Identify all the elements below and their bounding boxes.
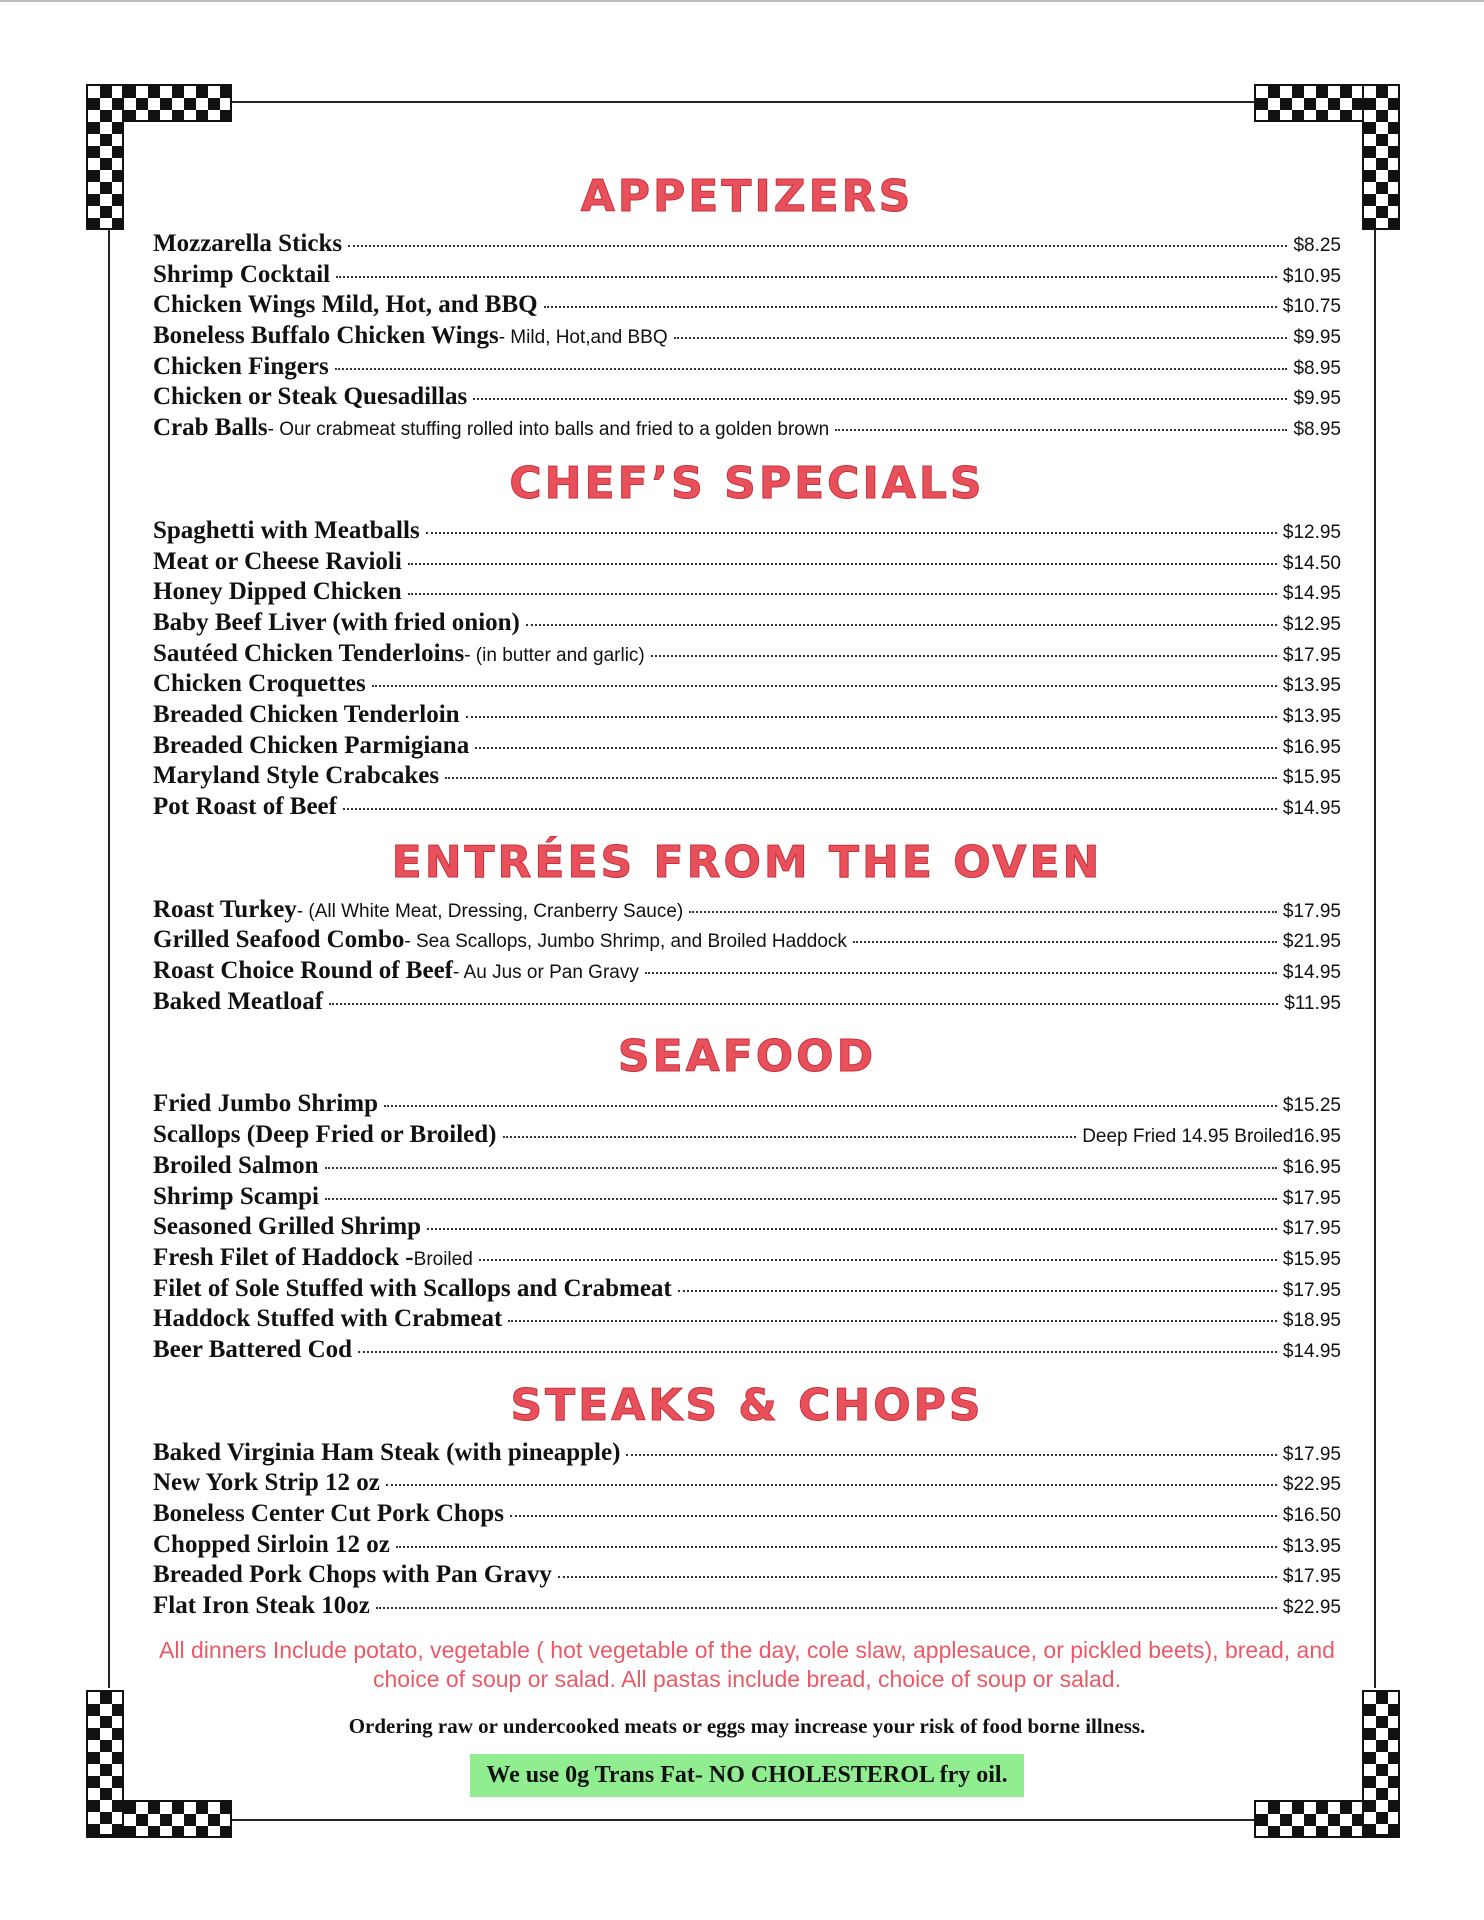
dotted-leader — [479, 1259, 1277, 1261]
menu-item-price: $8.95 — [1293, 357, 1341, 379]
menu-item — [153, 609, 1341, 640]
menu-item-price: $8.95 — [1293, 419, 1341, 441]
menu-item — [153, 988, 1341, 1019]
scan-edge — [0, 0, 1484, 2]
menu-item-description: - Our crabmeat stuffing rolled into balls and fried to a golden brown — [267, 419, 830, 441]
menu-item — [153, 957, 1341, 988]
menu-item-price: $8.25 — [1293, 235, 1341, 256]
dotted-leader — [526, 624, 1277, 626]
frame-line-right — [1374, 228, 1376, 1688]
menu-item-name: Sautéed Chicken Tenderloins — [153, 639, 465, 667]
dotted-leader — [376, 1607, 1277, 1609]
menu-item-price: $17.95 — [1282, 1443, 1341, 1465]
menu-item-price: $17.95 — [1282, 900, 1341, 922]
dotted-leader — [835, 429, 1287, 431]
frame-line-left — [108, 228, 110, 1688]
menu-item-name: Maryland Style Crabcakes — [153, 762, 440, 790]
dotted-leader — [384, 1105, 1277, 1107]
menu-item — [153, 1592, 1341, 1623]
menu-item-price: $16.50 — [1282, 1505, 1341, 1526]
menu-item — [153, 1561, 1341, 1592]
dotted-leader — [408, 563, 1277, 565]
menu-item — [153, 1500, 1341, 1531]
dotted-leader — [503, 1136, 1077, 1138]
dotted-leader — [325, 1198, 1277, 1200]
menu-item — [153, 701, 1341, 732]
dotted-leader — [348, 245, 1287, 247]
menu-item-name: Chicken Croquettes — [153, 670, 366, 698]
section-title-appetizers: APPETIZERS — [580, 171, 914, 222]
menu-item-name: Shrimp Scampi — [153, 1182, 320, 1210]
trans-fat-badge: We use 0g Trans Fat- NO CHOLESTEROL fry oil. — [470, 1754, 1023, 1797]
menu-item-price: $14.95 — [1282, 798, 1341, 819]
menu-item — [153, 322, 1341, 353]
menu-item — [153, 1152, 1341, 1183]
dotted-leader — [626, 1454, 1276, 1456]
menu-item-price: $12.95 — [1282, 521, 1341, 543]
menu-item-name: Haddock Stuffed with Crabmeat — [153, 1305, 503, 1333]
menu-item-price: $11.95 — [1284, 992, 1341, 1014]
section-title-entrees: ENTRÉES FROM THE OVEN — [391, 836, 1103, 888]
menu-item — [153, 793, 1341, 824]
menu-item-name: Baked Virginia Ham Steak (with pineapple) — [153, 1438, 621, 1466]
dotted-leader — [510, 1515, 1277, 1517]
menu-item-name: Roast Choice Round of Beef — [153, 957, 453, 985]
dotted-leader — [544, 306, 1277, 308]
menu-item-name: Seasoned Grilled Shrimp — [153, 1213, 422, 1241]
menu-item — [153, 1244, 1341, 1275]
menu-item-price: $14.50 — [1282, 552, 1341, 574]
menu-item — [153, 1121, 1341, 1152]
menu-item-name: Scallops (Deep Fried or Broiled) — [153, 1121, 497, 1149]
checker-corner-top-right-v — [1362, 84, 1400, 230]
menu-item-price: $9.95 — [1293, 388, 1341, 410]
dotted-leader — [508, 1320, 1277, 1322]
menu-item-price: $17.95 — [1282, 1279, 1341, 1301]
dotted-leader — [427, 1228, 1277, 1230]
menu-item-name: New York Strip 12 oz — [153, 1469, 380, 1497]
menu-item-name: Breaded Chicken Tenderloin — [153, 700, 460, 728]
menu-item-price: $22.95 — [1282, 1597, 1341, 1619]
menu-item-name: Breaded Chicken Parmigiana — [153, 731, 470, 759]
appetizers-list — [153, 230, 1341, 445]
menu-item — [153, 291, 1341, 322]
checker-corner-bottom-right-v — [1362, 1690, 1400, 1836]
dotted-leader — [336, 276, 1277, 278]
menu-item-price: $17.95 — [1282, 1218, 1341, 1240]
menu-item-name: Breaded Pork Chops with Pan Gravy — [153, 1561, 552, 1589]
dotted-leader — [678, 1290, 1277, 1292]
dotted-leader — [558, 1576, 1277, 1578]
dotted-leader — [396, 1546, 1277, 1548]
menu-item-price: $14.95 — [1282, 962, 1341, 984]
dotted-leader — [674, 337, 1288, 339]
menu-item-price: $12.95 — [1282, 613, 1341, 635]
menu-item-name: Boneless Center Cut Pork Chops — [153, 1500, 504, 1527]
menu-item-description: - (All White Meat, Dressing, Cranberry Sauce) — [296, 900, 684, 922]
menu-item — [153, 414, 1341, 445]
menu-item — [153, 1090, 1341, 1121]
menu-item-name: Beer Battered Cod — [153, 1335, 353, 1363]
menu-item-price: $17.95 — [1282, 1187, 1341, 1209]
section-title-steaks-chops: STEAKS & CHOPS — [510, 1379, 984, 1431]
menu-item-description: - Mild, Hot,and BBQ — [498, 327, 668, 349]
menu-item-name: Pot Roast of Beef — [153, 793, 337, 820]
dotted-leader — [445, 777, 1277, 779]
menu-item-name: Chicken or Steak Quesadillas — [153, 383, 468, 411]
checker-corner-bottom-left-v — [86, 1690, 124, 1836]
menu-item-price: $13.95 — [1282, 1535, 1341, 1557]
dotted-leader — [853, 941, 1277, 943]
menu-item — [153, 732, 1341, 763]
menu-item — [153, 896, 1341, 927]
dotted-leader — [358, 1351, 1277, 1353]
menu-item-name: Meat or Cheese Ravioli — [153, 547, 402, 575]
menu-item-name: Spaghetti with Meatballs — [153, 516, 420, 544]
dotted-leader — [473, 398, 1287, 400]
menu-item-name: Baby Beef Liver (with fried onion) — [153, 608, 520, 636]
checker-corner-top-left-v — [86, 84, 124, 230]
dotted-leader — [325, 1167, 1277, 1169]
menu-item-price: $14.95 — [1282, 583, 1341, 605]
dinner-includes-note: All dinners Include potato, vegetable ( hot vegetable of the day, cole slaw, applesauce, or pickled beets), bread, and choice of soup or salad. All pastas include bread, choice of soup or salad. — [159, 1637, 1335, 1692]
dotted-leader — [689, 911, 1277, 913]
menu-item-name: Chopped Sirloin 12 oz — [153, 1530, 390, 1558]
menu-item-price: $13.95 — [1282, 675, 1341, 697]
frame-line-top — [232, 101, 1256, 103]
menu-item-price: $15.25 — [1282, 1095, 1341, 1117]
menu-item-price: $22.95 — [1282, 1474, 1341, 1496]
menu-item-price: $13.95 — [1282, 705, 1341, 727]
menu-item-name: Roast Turkey — [153, 895, 297, 923]
section-title-seafood: SEAFOOD — [617, 1031, 877, 1083]
menu-item-name: Fresh Filet of Haddock - — [153, 1243, 414, 1271]
menu-item-description: Broiled — [413, 1248, 473, 1270]
dotted-leader — [335, 368, 1288, 370]
menu-item-name: Boneless Buffalo Chicken Wings — [153, 322, 499, 350]
menu-item-price: $16.95 — [1282, 736, 1341, 758]
menu-item-price: $10.75 — [1282, 296, 1341, 318]
seafood-list — [153, 1090, 1341, 1366]
dotted-leader — [372, 685, 1277, 687]
trans-fat-badge-wrap — [153, 1754, 1341, 1797]
menu-item — [153, 1305, 1341, 1336]
dotted-leader — [386, 1484, 1277, 1486]
menu-item — [153, 762, 1341, 793]
menu-item — [153, 230, 1341, 261]
food-safety-warning: Ordering raw or undercooked meats or eggs may increase your risk of food borne illness. — [348, 1714, 1146, 1738]
dotted-leader — [651, 655, 1277, 657]
menu-item-price: $18.95 — [1282, 1310, 1341, 1332]
menu-item — [153, 640, 1341, 671]
menu-item-name: Crab Balls — [153, 414, 268, 442]
dotted-leader — [475, 747, 1277, 749]
menu-item — [153, 548, 1341, 579]
menu-item-description: - Sea Scallops, Jumbo Shrimp, and Broiled Haddock — [404, 931, 847, 953]
menu-item-price: $10.95 — [1282, 265, 1341, 287]
dotted-leader — [426, 532, 1277, 534]
menu-item-price: Deep Fried 14.95 Broiled16.95 — [1082, 1126, 1341, 1148]
menu-item-name: Broiled Salmon — [153, 1151, 319, 1179]
menu-item — [153, 578, 1341, 609]
menu-item-price: $17.95 — [1282, 1566, 1341, 1588]
menu-item — [153, 1469, 1341, 1500]
menu-item-price: $14.95 — [1282, 1340, 1341, 1362]
menu-item — [153, 1275, 1341, 1306]
menu-item-price: $21.95 — [1282, 931, 1341, 953]
menu-item — [153, 1439, 1341, 1470]
frame-line-bottom — [232, 1819, 1256, 1821]
menu-item-name: Filet of Sole Stuffed with Scallops and Crabmeat — [153, 1274, 672, 1302]
dotted-leader — [343, 808, 1277, 810]
menu-item-name: Shrimp Cocktail — [153, 260, 331, 288]
menu-item-description: - Au Jus or Pan Gravy — [453, 962, 639, 984]
chefs-specials-list — [153, 517, 1341, 824]
menu-item — [153, 261, 1341, 292]
menu-item — [153, 926, 1341, 957]
menu-content — [153, 168, 1341, 1623]
menu-item-description: - (in butter and garlic) — [464, 644, 645, 666]
menu-item-name: Honey Dipped Chicken — [153, 578, 402, 606]
dotted-leader — [329, 1003, 1278, 1005]
menu-item-price: $17.95 — [1282, 644, 1341, 666]
menu-item-price: $15.95 — [1282, 767, 1341, 789]
menu-item — [153, 670, 1341, 701]
menu-item-name: Baked Meatloaf — [153, 987, 324, 1015]
menu-item — [153, 1336, 1341, 1367]
menu-item — [153, 1183, 1341, 1214]
dotted-leader — [466, 716, 1277, 718]
menu-item-name: Chicken Fingers — [153, 352, 329, 380]
menu-item — [153, 517, 1341, 548]
menu-item-name: Flat Iron Steak 10oz — [153, 1592, 370, 1620]
menu-item — [153, 353, 1341, 384]
menu-item-name: Grilled Seafood Combo — [153, 926, 405, 954]
menu-item-name: Mozzarella Sticks — [153, 230, 343, 257]
menu-item — [153, 1213, 1341, 1244]
menu-item — [153, 383, 1341, 414]
menu-item-price: $15.95 — [1282, 1248, 1341, 1270]
menu-item-name: Chicken Wings Mild, Hot, and BBQ — [153, 291, 538, 319]
menu-item-price: $9.95 — [1293, 327, 1341, 349]
section-title-chefs-specials: CHEF’S SPECIALS — [509, 457, 985, 509]
menu-item-price: $16.95 — [1282, 1156, 1341, 1178]
entrees-list — [153, 896, 1341, 1019]
dotted-leader — [408, 593, 1277, 595]
menu-item — [153, 1531, 1341, 1562]
menu-item-name: Fried Jumbo Shrimp — [153, 1090, 379, 1118]
steaks-chops-list — [153, 1439, 1341, 1623]
dotted-leader — [645, 972, 1277, 974]
